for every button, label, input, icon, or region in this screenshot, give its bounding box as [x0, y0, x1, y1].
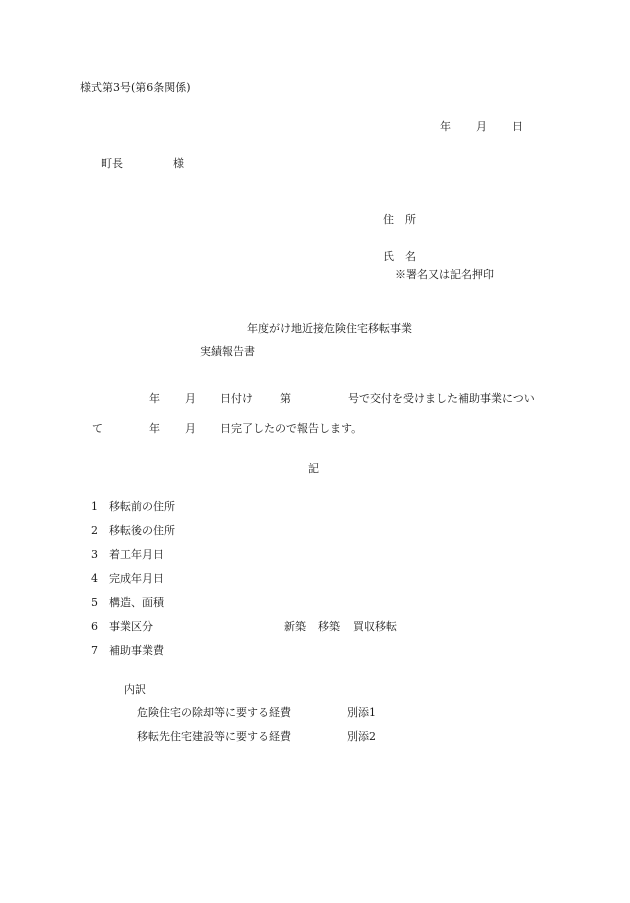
list-item: [91, 645, 164, 656]
item-label: 移転前の住所: [109, 500, 175, 513]
list-item: [91, 597, 164, 608]
list-item: [91, 621, 153, 632]
item-label: 完成年月日: [109, 572, 164, 585]
item-number: 3: [91, 548, 98, 561]
body-month-2: 月: [185, 422, 196, 435]
item-number: 5: [91, 596, 98, 609]
title-line-1: 年度がけ地近接危険住宅移転事業: [247, 322, 412, 335]
breakdown-item-label: 移転先住宅建設等に要する経費: [137, 730, 291, 743]
item-number: 7: [91, 644, 98, 657]
address-label: 住 所: [383, 213, 416, 226]
list-item: [91, 525, 175, 536]
item-label: 移転後の住所: [109, 524, 175, 537]
item-label: 事業区分: [109, 620, 153, 633]
item-number: 6: [91, 620, 98, 633]
title-line-2: 実績報告書: [200, 345, 255, 358]
date-year-label: 年: [440, 120, 451, 133]
date-month-label: 月: [476, 120, 487, 133]
breakdown-item-ref: 別添1: [347, 706, 376, 719]
honorific-label: 様: [173, 157, 184, 170]
business-type-relocate: 移築: [318, 620, 340, 633]
name-label: 氏 名: [383, 250, 416, 263]
body-year-1: 年: [149, 392, 160, 405]
business-type-purchase: 買収移転: [353, 620, 397, 633]
body-year-2: 年: [149, 422, 160, 435]
breakdown-item-label: 危険住宅の除却等に要する経費: [137, 706, 291, 719]
breakdown-item-ref: 別添2: [347, 730, 376, 743]
list-item: [91, 501, 175, 512]
body-line-2-rest: 日完了したので報告します。: [220, 422, 363, 435]
item-number: 1: [91, 500, 98, 513]
item-label: 構造、面積: [109, 596, 164, 609]
breakdown-heading: 内訳: [124, 683, 146, 696]
form-number: 様式第3号(第6条関係): [80, 81, 191, 94]
item-number: 2: [91, 524, 98, 537]
ki-heading: 記: [308, 462, 319, 475]
business-type-new: 新築: [284, 620, 306, 633]
body-dated: 日付け: [220, 392, 253, 405]
list-item: [91, 573, 164, 584]
body-month-1: 月: [185, 392, 196, 405]
town-head-label: 町長: [101, 157, 123, 170]
signature-note: ※署名又は記名押印: [395, 268, 494, 281]
item-label: 着工年月日: [109, 548, 164, 561]
item-number: 4: [91, 572, 98, 585]
item-label: 補助事業費: [109, 644, 164, 657]
list-item: [91, 549, 164, 560]
date-day-label: 日: [512, 120, 523, 133]
body-no-label: 第: [280, 392, 291, 405]
body-te: て: [92, 422, 103, 435]
body-line-1-rest: 号で交付を受けました補助事業につい: [348, 392, 535, 405]
